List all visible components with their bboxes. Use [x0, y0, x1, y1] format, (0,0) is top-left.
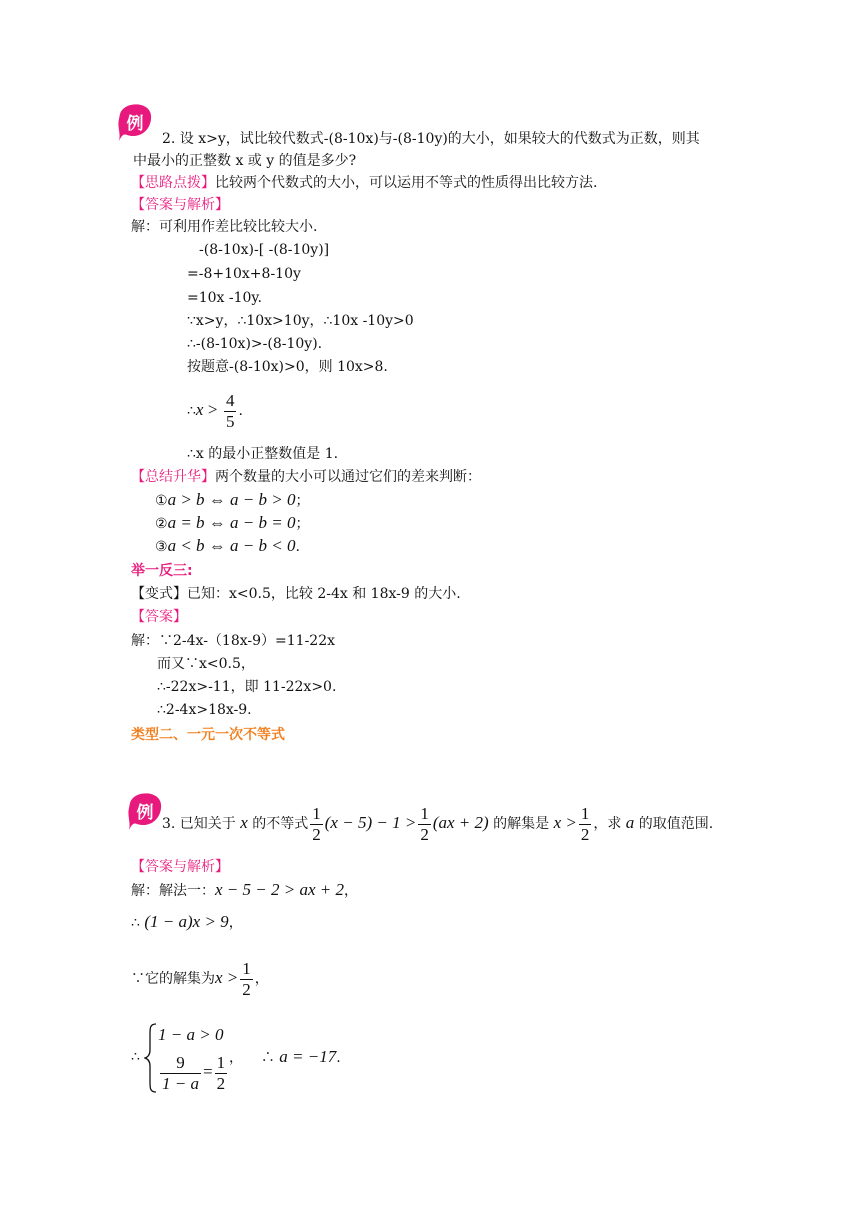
solution-conclusion: ∴x 的最小正整数值是 1. [187, 446, 339, 462]
variant-step: 而又∵x<0.5， [157, 656, 255, 672]
variant-step: 解：∵2-4x-（18x-9）=11-22x [131, 633, 336, 649]
system-row-1: 1 − a > 0 [158, 1025, 224, 1044]
variant-label: 【变式】 [131, 586, 187, 602]
solution-fraction-step: ∴x > $\frac{4}{5}$ . [187, 390, 243, 431]
svg-text:例: 例 [136, 803, 154, 823]
ex3-step-1: 解：解法一：x − 5 − 2 > ax + 2， [131, 880, 358, 899]
summary-label: 【总结升华】 [131, 469, 215, 485]
rule-3: ③a < b ⇔ a − b < 0. [155, 536, 300, 555]
ex3-step-2: ∴ (1 − a)x > 9， [131, 912, 243, 931]
example-badge-icon [127, 792, 165, 832]
question-3-line: 3. 已知关于 x 的不等式 $\frac{1}{2}$ (x − 5) − 1 > $\frac{1}{2}$ (ax + 2) 的解集是 x > $\frac{1}{2}$ ，求 a 的取值范围. [162, 803, 714, 844]
solution-step: ∵x>y，∴10x>10y，∴10x -10y>0 [187, 313, 414, 329]
solution-step: =10x -10y. [187, 290, 262, 306]
summary-text: 两个数量的大小可以通过它们的差来判断： [215, 469, 481, 485]
fraction: $\frac{1}{2}$ [312, 803, 321, 844]
answer-label: 【答案与解析】 [131, 197, 229, 213]
variant-text: 已知：x<0.5，比较 2-4x 和 18x-9 的大小. [187, 586, 461, 602]
ex3-step-3: ∵它的解集为x > $\frac{1}{2}$ ， [131, 958, 269, 999]
solution-intro: 解：可利用作差比较比较大小. [131, 219, 318, 235]
ex3-answer-label: 【答案与解析】 [131, 859, 229, 875]
rule-1: ①a > b ⇔ a − b > 0； [155, 490, 310, 509]
hint-line [131, 173, 597, 193]
fraction: $\frac{4}{5}$ [225, 390, 235, 431]
solution-step: -(8-10x)-[ -(8-10y)] [199, 242, 330, 258]
variant-step: ∴-22x>-11，即 11-22x>0. [157, 679, 337, 695]
variant-heading: 举一反三: [131, 563, 193, 579]
hint-label: 【思路点拨】 [131, 175, 215, 191]
solution-step: ∴-(8-10x)>-(8-10y). [187, 336, 323, 352]
question-line-2: 中最小的正整数 x 或 y 的值是多少? [133, 153, 357, 169]
variant-line [131, 584, 461, 604]
rule-2: ②a = b ⇔ a − b = 0； [155, 513, 310, 532]
left-brace-icon [144, 1022, 158, 1094]
question-line-1: 2. 设 x>y，试比较代数式-(8-10x)与-(8-10y)的大小，如果较大的代数式为正数，则其 [162, 131, 700, 147]
variant-answer-label: 【答案】 [131, 609, 187, 625]
fraction: $\frac{9}{1 - a}$ [162, 1052, 199, 1093]
fraction: $\frac{1}{2}$ [420, 803, 429, 844]
svg-text:例: 例 [126, 114, 144, 134]
ex3-result: ， ∴ a = −17. [229, 1047, 341, 1066]
example-badge-icon [117, 103, 155, 143]
system-row-2: $\frac{9}{1 - a}$ = $\frac{1}{2}$ [162, 1052, 226, 1093]
section-title: 类型二、一元一次不等式 [131, 727, 285, 743]
fraction: $\frac{1}{2}$ [580, 803, 590, 844]
hint-text: 比较两个代数式的大小，可以运用不等式的性质得出比较方法. [215, 175, 598, 191]
solution-step: =-8+10x+8-10y [187, 266, 301, 282]
summary-line [131, 467, 481, 487]
fraction: $\frac{1}{2}$ [216, 1052, 226, 1093]
fraction: $\frac{1}{2}$ [242, 958, 251, 999]
solution-step: 按题意-(8-10x)>0，则 10x>8. [187, 359, 388, 375]
variant-step: ∴2-4x>18x-9. [157, 702, 252, 718]
ex3-step-4-prefix: ∴ [131, 1049, 140, 1065]
